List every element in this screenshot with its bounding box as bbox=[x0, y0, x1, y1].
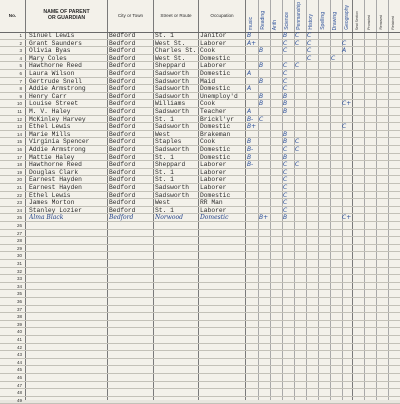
city: Bedford bbox=[109, 77, 136, 85]
table-row bbox=[0, 100, 400, 108]
grade-mark: C bbox=[283, 184, 288, 191]
occupation: Laborer bbox=[200, 184, 227, 191]
status-header bbox=[377, 2, 385, 30]
grade-mark: C bbox=[307, 47, 312, 55]
parent-name: Alma Black bbox=[29, 214, 64, 222]
parent-name: Mary Coles bbox=[29, 54, 67, 62]
occupation: Maid bbox=[200, 77, 216, 85]
grade-mark: C bbox=[331, 54, 336, 62]
row-number: 27 bbox=[16, 230, 22, 236]
street: Sadsworth bbox=[155, 92, 190, 100]
row-number: 16 bbox=[16, 147, 22, 152]
row-number: 25 bbox=[16, 215, 22, 221]
parent-name: Marie Mills bbox=[29, 130, 71, 138]
row-number: 14 bbox=[16, 131, 22, 137]
street: St. 1 bbox=[155, 206, 174, 214]
status-header bbox=[365, 2, 373, 30]
occupation: Brickl'yr bbox=[200, 115, 235, 123]
occupation: Brakeman bbox=[200, 130, 231, 138]
occupation: Domestic bbox=[200, 70, 231, 77]
occupation: Domestic bbox=[200, 54, 231, 62]
grade-mark: B bbox=[283, 32, 288, 39]
grade-mark: C bbox=[307, 39, 312, 47]
street: Sadsworth bbox=[155, 146, 190, 153]
table-row bbox=[0, 192, 400, 200]
parent-name: Grant Saunders bbox=[29, 39, 82, 47]
subject-header bbox=[295, 2, 303, 30]
parent-name: Earnest Hayden bbox=[29, 176, 82, 184]
table-row bbox=[0, 138, 400, 146]
parent-name: Addie Armstrong bbox=[29, 146, 86, 153]
street: Sadsworth bbox=[155, 85, 190, 93]
row-number: 33 bbox=[16, 276, 22, 282]
grade-mark: C bbox=[342, 39, 347, 47]
city: Bedford bbox=[109, 199, 136, 207]
street: St. 1 bbox=[155, 32, 174, 39]
row-number: 7 bbox=[19, 78, 22, 84]
street: Sadsworth bbox=[155, 70, 190, 77]
row-number: 18 bbox=[16, 162, 22, 168]
table-row bbox=[0, 374, 400, 382]
row-number: 22 bbox=[16, 192, 22, 198]
grade-mark: B- bbox=[247, 115, 254, 123]
subject-header bbox=[319, 2, 327, 30]
grade-mark: C bbox=[283, 70, 288, 77]
city: Bedford bbox=[109, 214, 134, 222]
grade-mark: C bbox=[295, 32, 300, 39]
table-header bbox=[0, 0, 400, 33]
city: Bedford bbox=[109, 130, 136, 138]
header-city: City or Town bbox=[117, 13, 144, 19]
row-number: 32 bbox=[16, 268, 22, 274]
row-number: 49 bbox=[16, 397, 22, 403]
table-row bbox=[0, 260, 400, 268]
row-number: 36 bbox=[16, 299, 22, 304]
grade-mark: B bbox=[283, 92, 288, 100]
occupation: Janitor bbox=[200, 32, 227, 39]
parent-name: Stanley Lozier bbox=[29, 206, 82, 214]
table-row bbox=[0, 108, 400, 116]
parent-name: Louise Street bbox=[29, 100, 79, 108]
city: Bedford bbox=[109, 184, 136, 191]
subject-header-label: Science bbox=[284, 12, 290, 30]
table-row bbox=[0, 397, 400, 404]
table-row bbox=[0, 154, 400, 162]
grade-mark: A bbox=[247, 85, 252, 93]
row-number: 26 bbox=[16, 223, 22, 228]
table-row bbox=[0, 321, 400, 329]
row-number: 45 bbox=[16, 367, 22, 373]
status-header bbox=[389, 2, 397, 30]
table-row bbox=[0, 116, 400, 124]
street: West bbox=[155, 130, 171, 138]
grade-mark: C bbox=[283, 62, 288, 70]
row-number: 3 bbox=[19, 48, 22, 54]
subject-header-label: Spelling bbox=[320, 12, 326, 30]
row-number: 29 bbox=[16, 245, 22, 251]
parent-name: Laura Wilson bbox=[29, 70, 75, 77]
grade-mark: C bbox=[283, 146, 288, 153]
row-number: 35 bbox=[16, 291, 22, 297]
table-row bbox=[0, 306, 400, 314]
street: Sheppard bbox=[155, 62, 186, 70]
row-number: 39 bbox=[16, 321, 22, 327]
table-row bbox=[0, 366, 400, 374]
grade-mark: B bbox=[259, 100, 264, 108]
city: Bedford bbox=[109, 206, 136, 214]
parent-name: Virginia Spencer bbox=[29, 138, 90, 146]
parent-name: Ethel Lewis bbox=[29, 123, 71, 131]
subject-header-label: Reading bbox=[260, 11, 266, 30]
grade-mark: C bbox=[259, 115, 264, 123]
city: Bedford bbox=[109, 161, 136, 169]
subject-header-label: Drawing bbox=[332, 11, 338, 30]
grade-mark: B+ bbox=[259, 214, 269, 222]
table-row bbox=[0, 32, 400, 40]
grade-mark: C bbox=[295, 146, 300, 153]
street: Sheppard bbox=[155, 161, 186, 169]
parent-name: Earnest Hayden bbox=[29, 184, 82, 191]
street: St. 1 bbox=[155, 115, 174, 123]
row-number: 48 bbox=[16, 390, 22, 396]
city: Bedford bbox=[109, 123, 136, 131]
parent-name: Henry Carr bbox=[29, 92, 67, 100]
row-number: 46 bbox=[16, 375, 22, 380]
grade-mark: B- bbox=[247, 161, 254, 169]
row-number: 19 bbox=[16, 169, 22, 175]
grade-mark: C bbox=[295, 161, 300, 169]
row-number: 6 bbox=[19, 71, 22, 76]
row-number: 20 bbox=[16, 177, 22, 183]
street: Charles St. bbox=[155, 47, 197, 55]
table-row bbox=[0, 283, 400, 291]
table-row bbox=[0, 230, 400, 238]
table-row bbox=[0, 336, 400, 344]
subject-header-label: Geography bbox=[344, 5, 350, 30]
table-row bbox=[0, 313, 400, 321]
grade-mark: B bbox=[283, 100, 288, 108]
table-row bbox=[0, 169, 400, 177]
grade-mark: C bbox=[283, 85, 288, 93]
city: Bedford bbox=[109, 138, 136, 146]
subject-header bbox=[247, 2, 255, 30]
row-number: 41 bbox=[16, 337, 22, 342]
header-street: Street or Route bbox=[160, 13, 192, 19]
header-occupation: Occupation bbox=[210, 13, 234, 19]
row-number: 23 bbox=[16, 200, 22, 206]
grade-mark: A bbox=[247, 108, 252, 115]
city: Bedford bbox=[109, 146, 136, 153]
table-row bbox=[0, 268, 400, 276]
grade-mark: C bbox=[283, 39, 288, 47]
subject-header-label: Penmanship bbox=[296, 2, 302, 30]
grade-mark: C bbox=[283, 191, 288, 199]
row-number: 43 bbox=[16, 352, 22, 358]
grade-mark: B bbox=[283, 153, 288, 161]
row-number: 11 bbox=[17, 109, 22, 114]
grade-mark: C bbox=[283, 77, 288, 85]
status-header-label: Promoted bbox=[367, 15, 371, 30]
occupation: Laborer bbox=[200, 62, 227, 70]
city: Bedford bbox=[109, 85, 136, 93]
row-number: 8 bbox=[19, 86, 22, 92]
status-header-label: Seat Section bbox=[355, 10, 359, 30]
occupation: Cook bbox=[200, 100, 216, 108]
street: St. 1 bbox=[155, 153, 174, 161]
subject-header bbox=[307, 2, 315, 30]
occupation: Teacher bbox=[200, 108, 227, 115]
table-row bbox=[0, 298, 400, 306]
table-row bbox=[0, 78, 400, 86]
grade-mark: C bbox=[307, 54, 312, 62]
table-row bbox=[0, 55, 400, 63]
city: Bedford bbox=[109, 191, 136, 199]
city: Bedford bbox=[109, 100, 136, 108]
grade-mark: C+ bbox=[342, 100, 352, 108]
street: Williams bbox=[155, 100, 186, 108]
grade-mark: C bbox=[295, 62, 300, 70]
table-row bbox=[0, 275, 400, 283]
occupation: Laborer bbox=[200, 206, 227, 214]
row-number: 13 bbox=[16, 124, 22, 130]
subject-header bbox=[259, 2, 267, 30]
grade-mark: C bbox=[295, 39, 300, 47]
table-row bbox=[0, 123, 400, 131]
table-row bbox=[0, 93, 400, 101]
header-parent-name: NAME OF PARENT OR GUARDIAN bbox=[43, 9, 90, 21]
subject-header bbox=[343, 2, 351, 30]
table-row bbox=[0, 131, 400, 139]
table-row bbox=[0, 237, 400, 245]
parent-name: Mattie Haley bbox=[29, 153, 75, 161]
occupation: Domestic bbox=[200, 85, 231, 93]
occupation: Domestic bbox=[200, 214, 229, 222]
row-number: 24 bbox=[16, 207, 22, 213]
street: Sadsworth bbox=[155, 123, 190, 131]
parent-name: Gertrude Snell bbox=[29, 77, 82, 85]
status-header-label: Retained bbox=[391, 16, 395, 30]
row-number: 44 bbox=[16, 359, 22, 365]
table-row bbox=[0, 85, 400, 93]
city: Bedford bbox=[109, 62, 136, 70]
table-row bbox=[0, 176, 400, 184]
grade-mark: C bbox=[283, 168, 288, 176]
city: Bedford bbox=[109, 32, 136, 39]
status-header bbox=[353, 2, 361, 30]
table-row bbox=[0, 222, 400, 230]
row-number: 12 bbox=[16, 116, 22, 122]
grade-mark: B bbox=[283, 214, 288, 222]
occupation: Domestic bbox=[200, 146, 231, 153]
grade-mark: A bbox=[247, 70, 252, 77]
grade-mark: B bbox=[247, 32, 252, 39]
table-row bbox=[0, 40, 400, 48]
grade-mark: C bbox=[283, 199, 288, 207]
occupation: Laborer bbox=[200, 161, 227, 169]
subject-header-label: music bbox=[248, 16, 254, 30]
grade-mark: A bbox=[342, 47, 347, 55]
subject-header-label: History bbox=[308, 14, 314, 30]
table-row bbox=[0, 70, 400, 78]
street: Sadsworth bbox=[155, 108, 190, 115]
table-row bbox=[0, 252, 400, 260]
city: Bedford bbox=[109, 168, 136, 176]
row-number: 34 bbox=[16, 283, 22, 289]
grade-mark: A+ bbox=[247, 39, 257, 47]
grade-mark: C+ bbox=[342, 214, 352, 222]
header-number: No. bbox=[8, 13, 17, 19]
city: Bedford bbox=[109, 70, 136, 77]
row-number: 30 bbox=[16, 253, 22, 259]
subject-header bbox=[271, 2, 279, 30]
parent-name: McKinley Harvey bbox=[29, 115, 86, 123]
row-number: 31 bbox=[16, 261, 22, 266]
street: St. 1 bbox=[155, 168, 174, 176]
city: Bedford bbox=[109, 92, 136, 100]
city: Bedford bbox=[109, 47, 136, 55]
table-row bbox=[0, 214, 400, 222]
row-number: 10 bbox=[16, 101, 22, 107]
grade-mark: C bbox=[307, 32, 312, 39]
row-number: 42 bbox=[16, 344, 22, 350]
street: St. 1 bbox=[155, 176, 174, 184]
city: Bedford bbox=[109, 54, 136, 62]
table-row bbox=[0, 389, 400, 397]
city: Bedford bbox=[109, 153, 136, 161]
city: Bedford bbox=[109, 176, 136, 184]
street: Sadsworth bbox=[155, 191, 190, 199]
city: Bedford bbox=[109, 39, 136, 47]
grade-mark: B- bbox=[247, 146, 254, 153]
occupation: Domestic bbox=[200, 153, 231, 161]
parent-name: M. V. Haley bbox=[29, 108, 71, 115]
table-row bbox=[0, 351, 400, 359]
street: Norwood bbox=[155, 214, 183, 222]
occupation: Domestic bbox=[200, 191, 231, 199]
occupation: Laborer bbox=[200, 39, 227, 47]
occupation: Laborer bbox=[200, 176, 227, 184]
table-row bbox=[0, 161, 400, 169]
status-header-label: Removed bbox=[379, 15, 383, 30]
table-row bbox=[0, 199, 400, 207]
city: Bedford bbox=[109, 115, 136, 123]
row-number: 37 bbox=[16, 306, 22, 312]
row-number: 5 bbox=[19, 63, 22, 69]
table-row bbox=[0, 344, 400, 352]
row-number: 28 bbox=[16, 238, 22, 244]
occupation: Cook bbox=[200, 47, 216, 55]
grade-mark: C bbox=[342, 123, 347, 131]
grade-mark: B bbox=[259, 92, 264, 100]
table-row bbox=[0, 245, 400, 253]
row-number: 40 bbox=[16, 329, 22, 335]
occupation: Laborer bbox=[200, 168, 227, 176]
occupation: Unemploy'd bbox=[200, 92, 238, 100]
row-number: 1 bbox=[19, 33, 22, 38]
grade-mark: B bbox=[259, 77, 264, 85]
occupation: Cook bbox=[200, 138, 216, 146]
table-row bbox=[0, 47, 400, 55]
table-row bbox=[0, 359, 400, 367]
row-number: 47 bbox=[16, 382, 22, 388]
street: West St. bbox=[155, 54, 186, 62]
parent-name: Olivia Byas bbox=[29, 47, 71, 55]
row-number: 21 bbox=[16, 185, 22, 190]
table-row bbox=[0, 62, 400, 70]
street: Sadsworth bbox=[155, 77, 190, 85]
grade-mark: B+ bbox=[247, 123, 257, 131]
parent-name: Hawthorne Reed bbox=[29, 161, 82, 169]
row-number: 4 bbox=[19, 55, 22, 61]
grade-mark: C bbox=[283, 47, 288, 55]
table-row bbox=[0, 328, 400, 336]
grade-mark: B bbox=[283, 108, 288, 115]
grade-mark: C bbox=[283, 161, 288, 169]
grade-mark: B bbox=[247, 138, 252, 146]
grade-mark: B bbox=[259, 62, 264, 70]
parent-name: James Morton bbox=[29, 199, 75, 207]
parent-name: Addie Armstrong bbox=[29, 85, 86, 93]
subject-header-label: Arith bbox=[272, 19, 278, 30]
grade-mark: C bbox=[295, 138, 300, 146]
subject-header bbox=[331, 2, 339, 30]
occupation: RR Man bbox=[200, 199, 223, 207]
row-number: 9 bbox=[19, 93, 22, 99]
street: West St. bbox=[155, 39, 186, 47]
street: Sadsworth bbox=[155, 184, 190, 191]
parent-name: Sinuel Lewis bbox=[29, 32, 75, 39]
table-row bbox=[0, 184, 400, 192]
table-row bbox=[0, 146, 400, 154]
subject-header bbox=[283, 2, 291, 30]
parent-name: Hawthorne Reed bbox=[29, 62, 82, 70]
grade-mark: B bbox=[283, 130, 288, 138]
parent-name: Douglas Clark bbox=[29, 168, 79, 176]
row-number: 15 bbox=[16, 139, 22, 145]
city: Bedford bbox=[109, 108, 136, 115]
row-number: 2 bbox=[19, 40, 22, 46]
table-row bbox=[0, 382, 400, 390]
street: Staples bbox=[155, 138, 182, 146]
grade-mark: B bbox=[247, 153, 252, 161]
occupation: Domestic bbox=[200, 123, 231, 131]
grade-mark: B bbox=[259, 47, 264, 55]
street: West bbox=[155, 199, 171, 207]
row-number: 17 bbox=[16, 154, 22, 160]
table-row bbox=[0, 290, 400, 298]
row-number: 38 bbox=[16, 314, 22, 320]
parent-name: Ethel Lewis bbox=[29, 191, 71, 199]
grade-mark: C bbox=[283, 176, 288, 184]
table-row bbox=[0, 207, 400, 215]
grade-mark: C bbox=[283, 206, 288, 214]
grade-mark: B bbox=[283, 138, 288, 146]
